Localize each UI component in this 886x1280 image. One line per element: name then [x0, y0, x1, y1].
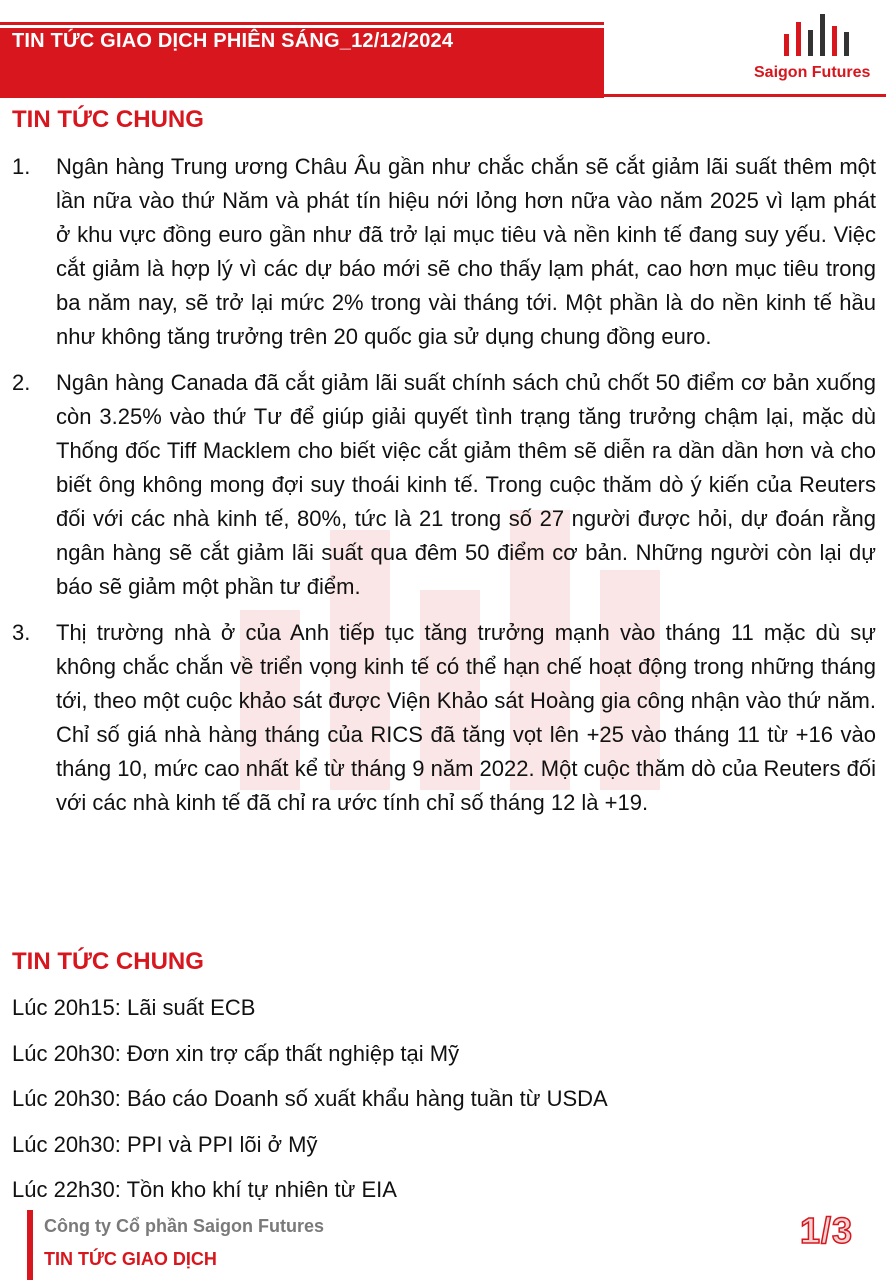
- news-number: 2.: [12, 370, 31, 395]
- news-text: Ngân hàng Canada đã cắt giảm lãi suất chính sách chủ chốt 50 điểm cơ bản xuống còn 3.25% vào thứ Tư để giúp giải quyết tình trạng tăng trưởng chậm lại, mặc dù Thống đốc Tiff Macklem cho biết việc cắt giảm thêm sẽ diễn ra dần dần hơn và cho biết ông không mong đợi suy thoái kinh tế. Trong cuộc thăm dò ý kiến của Reuters đối với các nhà kinh tế, 80%, tức là 21 trong số 27 người được hỏi, dự đoán rằng ngân hàng sẽ cắt giảm lãi suất qua đêm 50 điểm cơ bản. Những người còn lại dự báo sẽ giảm một phần tư điểm.: [56, 370, 876, 599]
- footer-section-label: TIN TỨC GIAO DỊCH: [44, 1249, 217, 1269]
- schedule-item: Lúc 20h30: Đơn xin trợ cấp thất nghiệp tại Mỹ: [12, 1040, 460, 1066]
- page-number: 1/3: [800, 1210, 854, 1251]
- schedule-item: Lúc 20h30: PPI và PPI lõi ở Mỹ: [12, 1131, 318, 1157]
- logo-bars-icon: [784, 12, 854, 60]
- footer-accent-bar: [27, 1210, 33, 1280]
- news-number: 3.: [12, 620, 31, 645]
- news-item-1: [12, 150, 876, 354]
- brand-logo: [748, 8, 886, 88]
- schedule-item: Lúc 20h15: Lãi suất ECB: [12, 995, 256, 1020]
- news-list: [12, 150, 876, 832]
- news-item-2: [12, 366, 876, 604]
- footer-company: Công ty Cổ phần Saigon Futures: [44, 1216, 324, 1236]
- news-text: Thị trường nhà ở của Anh tiếp tục tăng trưởng mạnh vào tháng 11 mặc dù sự không chắc chắn về triển vọng kinh tế có thể hạn chế hoạt động trong những tháng tới, theo một cuộc khảo sát được Viện Khảo sát Hoàng gia công nhận vào thứ năm. Chỉ số giá nhà hàng tháng của RICS đã tăng vọt lên +25 vào tháng 11 từ +16 vào tháng 10, mức cao nhất kể từ tháng 9 năm 2022. Một cuộc thăm dò của Reuters đối với các nhà kinh tế đã chỉ ra ước tính chỉ số tháng 12 là +19.: [56, 620, 876, 815]
- header-divider: [604, 94, 886, 97]
- schedule-list: [12, 992, 876, 1220]
- page-title: TIN TỨC GIAO DỊCH PHIÊN SÁNG_12/12/2024: [12, 30, 454, 52]
- schedule-item: Lúc 22h30: Tồn kho khí tự nhiên từ EIA: [12, 1177, 397, 1202]
- schedule-item: Lúc 20h30: Báo cáo Doanh số xuất khẩu hàng tuần từ USDA: [12, 1086, 608, 1111]
- section-heading-news: TIN TỨC CHUNG: [12, 106, 204, 133]
- section-heading-schedule: TIN TỨC CHUNG: [12, 948, 204, 975]
- news-item-3: [12, 616, 876, 820]
- news-text: Ngân hàng Trung ương Châu Âu gần như chắc chắn sẽ cắt giảm lãi suất thêm một lần nữa vào thứ Năm và phát tín hiệu nới lỏng hơn nữa vào năm 2025 vì lạm phát ở khu vực đồng euro gần như đã trở lại mục tiêu và nền kinh tế đang suy yếu. Việc cắt giảm là hợp lý vì các dự báo mới sẽ cho thấy lạm phát, cao hơn mục tiêu trong ba năm nay, sẽ trở lại mức 2% trong vài tháng tới. Một phần là do nền kinh tế hầu như không tăng trưởng trên 20 quốc gia sử dụng chung đồng euro.: [56, 154, 876, 349]
- brand-name: Saigon Futures: [754, 64, 871, 81]
- news-number: 1.: [12, 154, 31, 179]
